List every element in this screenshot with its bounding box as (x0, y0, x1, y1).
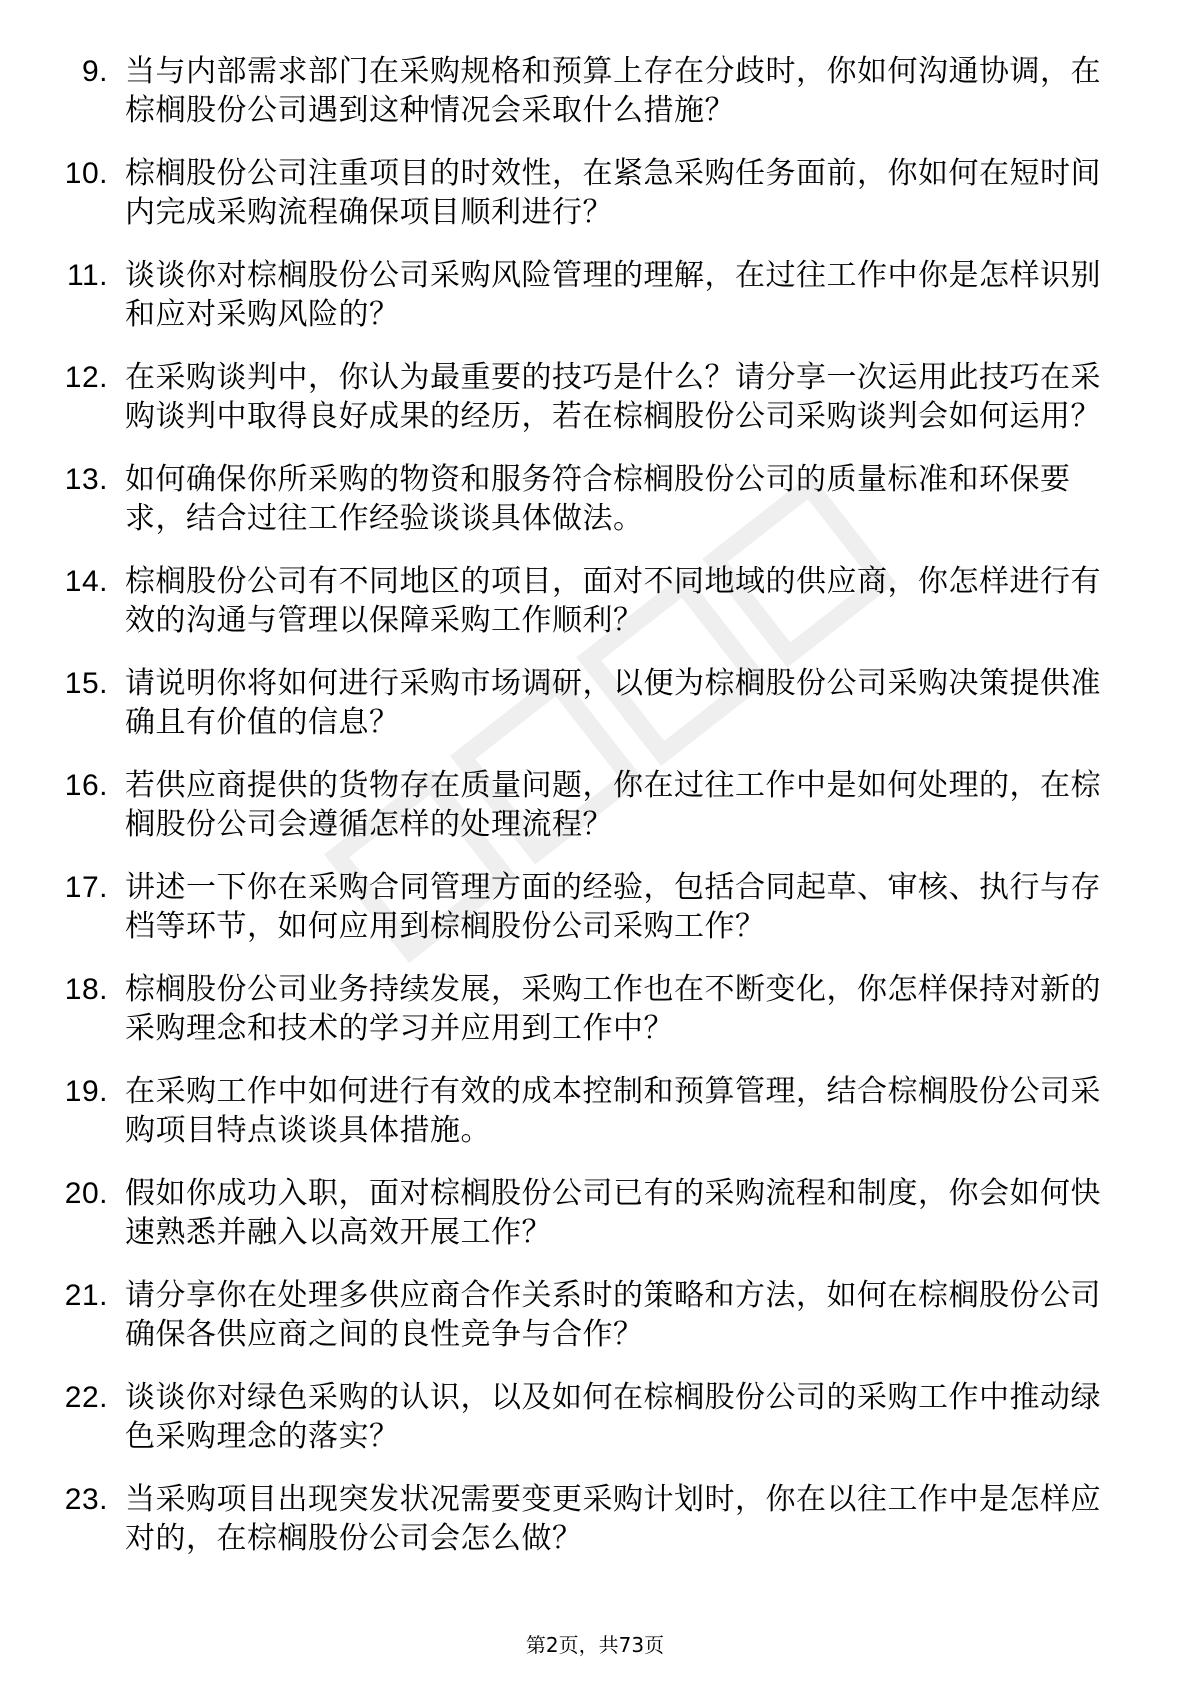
question-number: 21. (64, 1279, 108, 1312)
question-text: 谈谈你对绿色采购的认识，以及如何在棕榈股份公司的采购工作中推动绿色采购理念的落实？ (125, 1380, 1101, 1454)
question-item (0, 154, 1125, 232)
question-number: 22. (64, 1381, 108, 1414)
question-number: 12. (64, 361, 108, 394)
question-text: 若供应商提供的货物存在质量问题，你在过往工作中是如何处理的，在棕榈股份公司会遵循怎样的处理流程？ (125, 768, 1101, 842)
question-text: 当采购项目出现突发状况需要变更采购计划时，你在以往工作中是怎样应对的，在棕榈股份公司会怎么做？ (125, 1482, 1101, 1556)
question-text: 谈谈你对棕榈股份公司采购风险管理的理解，在过往工作中你是怎样识别和应对采购风险的？ (125, 258, 1101, 332)
question-number: 13. (64, 463, 108, 496)
question-number: 19. (64, 1075, 108, 1108)
question-text: 请分享你在处理多供应商合作关系时的策略和方法，如何在棕榈股份公司确保各供应商之间的良性竞争与合作？ (125, 1278, 1101, 1352)
question-text: 棕榈股份公司有不同地区的项目，面对不同地域的供应商，你怎样进行有效的沟通与管理以保障采购工作顺利？ (125, 564, 1101, 638)
question-item (0, 1072, 1125, 1150)
question-item (0, 256, 1125, 334)
question-item (0, 1480, 1125, 1558)
question-text: 如何确保你所采购的物资和服务符合棕榈股份公司的质量标准和环保要求，结合过往工作经验谈谈具体做法。 (125, 462, 1071, 536)
question-number: 18. (64, 973, 108, 1006)
question-item (0, 358, 1125, 436)
question-text: 假如你成功入职，面对棕榈股份公司已有的采购流程和制度，你会如何快速熟悉并融入以高效开展工作？ (125, 1176, 1101, 1250)
question-number: 23. (64, 1483, 108, 1516)
page-footer (0, 1629, 1190, 1658)
question-text: 请说明你将如何进行采购市场调研，以便为棕榈股份公司采购决策提供准确且有价值的信息？ (125, 666, 1101, 740)
page-number-label: 第2页，共73页 (525, 1633, 665, 1657)
question-text: 棕榈股份公司业务持续发展，采购工作也在不断变化，你怎样保持对新的采购理念和技术的学习并应用到工作中？ (125, 972, 1101, 1046)
question-item (0, 562, 1125, 640)
question-number: 17. (64, 871, 108, 904)
question-number: 11. (67, 259, 108, 292)
question-item (0, 1174, 1125, 1252)
question-text: 在采购谈判中，你认为最重要的技巧是什么？请分享一次运用此技巧在采购谈判中取得良好成果的经历，若在棕榈股份公司采购谈判会如何运用？ (125, 360, 1101, 434)
question-number: 15. (64, 667, 108, 700)
question-item (0, 970, 1125, 1048)
question-text: 当与内部需求部门在采购规格和预算上存在分歧时，你如何沟通协调，在棕榈股份公司遇到这种情况会采取什么措施？ (125, 54, 1101, 128)
question-text: 棕榈股份公司注重项目的时效性，在紧急采购任务面前，你如何在短时间内完成采购流程确保项目顺利进行？ (125, 156, 1101, 230)
question-item (0, 1378, 1125, 1456)
question-item (0, 1276, 1125, 1354)
question-number: 20. (64, 1177, 108, 1210)
question-item (0, 868, 1125, 946)
question-number: 9. (81, 55, 108, 88)
question-list (0, 52, 1190, 1582)
question-number: 16. (64, 769, 108, 802)
question-number: 10. (64, 157, 108, 190)
question-text: 在采购工作中如何进行有效的成本控制和预算管理，结合棕榈股份公司采购项目特点谈谈具体措施。 (125, 1074, 1101, 1148)
question-item (0, 52, 1125, 130)
question-item (0, 664, 1125, 742)
question-number: 14. (64, 565, 108, 598)
question-item (0, 766, 1125, 844)
question-text: 讲述一下你在采购合同管理方面的经验，包括合同起草、审核、执行与存档等环节，如何应用到棕榈股份公司采购工作？ (125, 870, 1101, 944)
question-item (0, 460, 1125, 538)
